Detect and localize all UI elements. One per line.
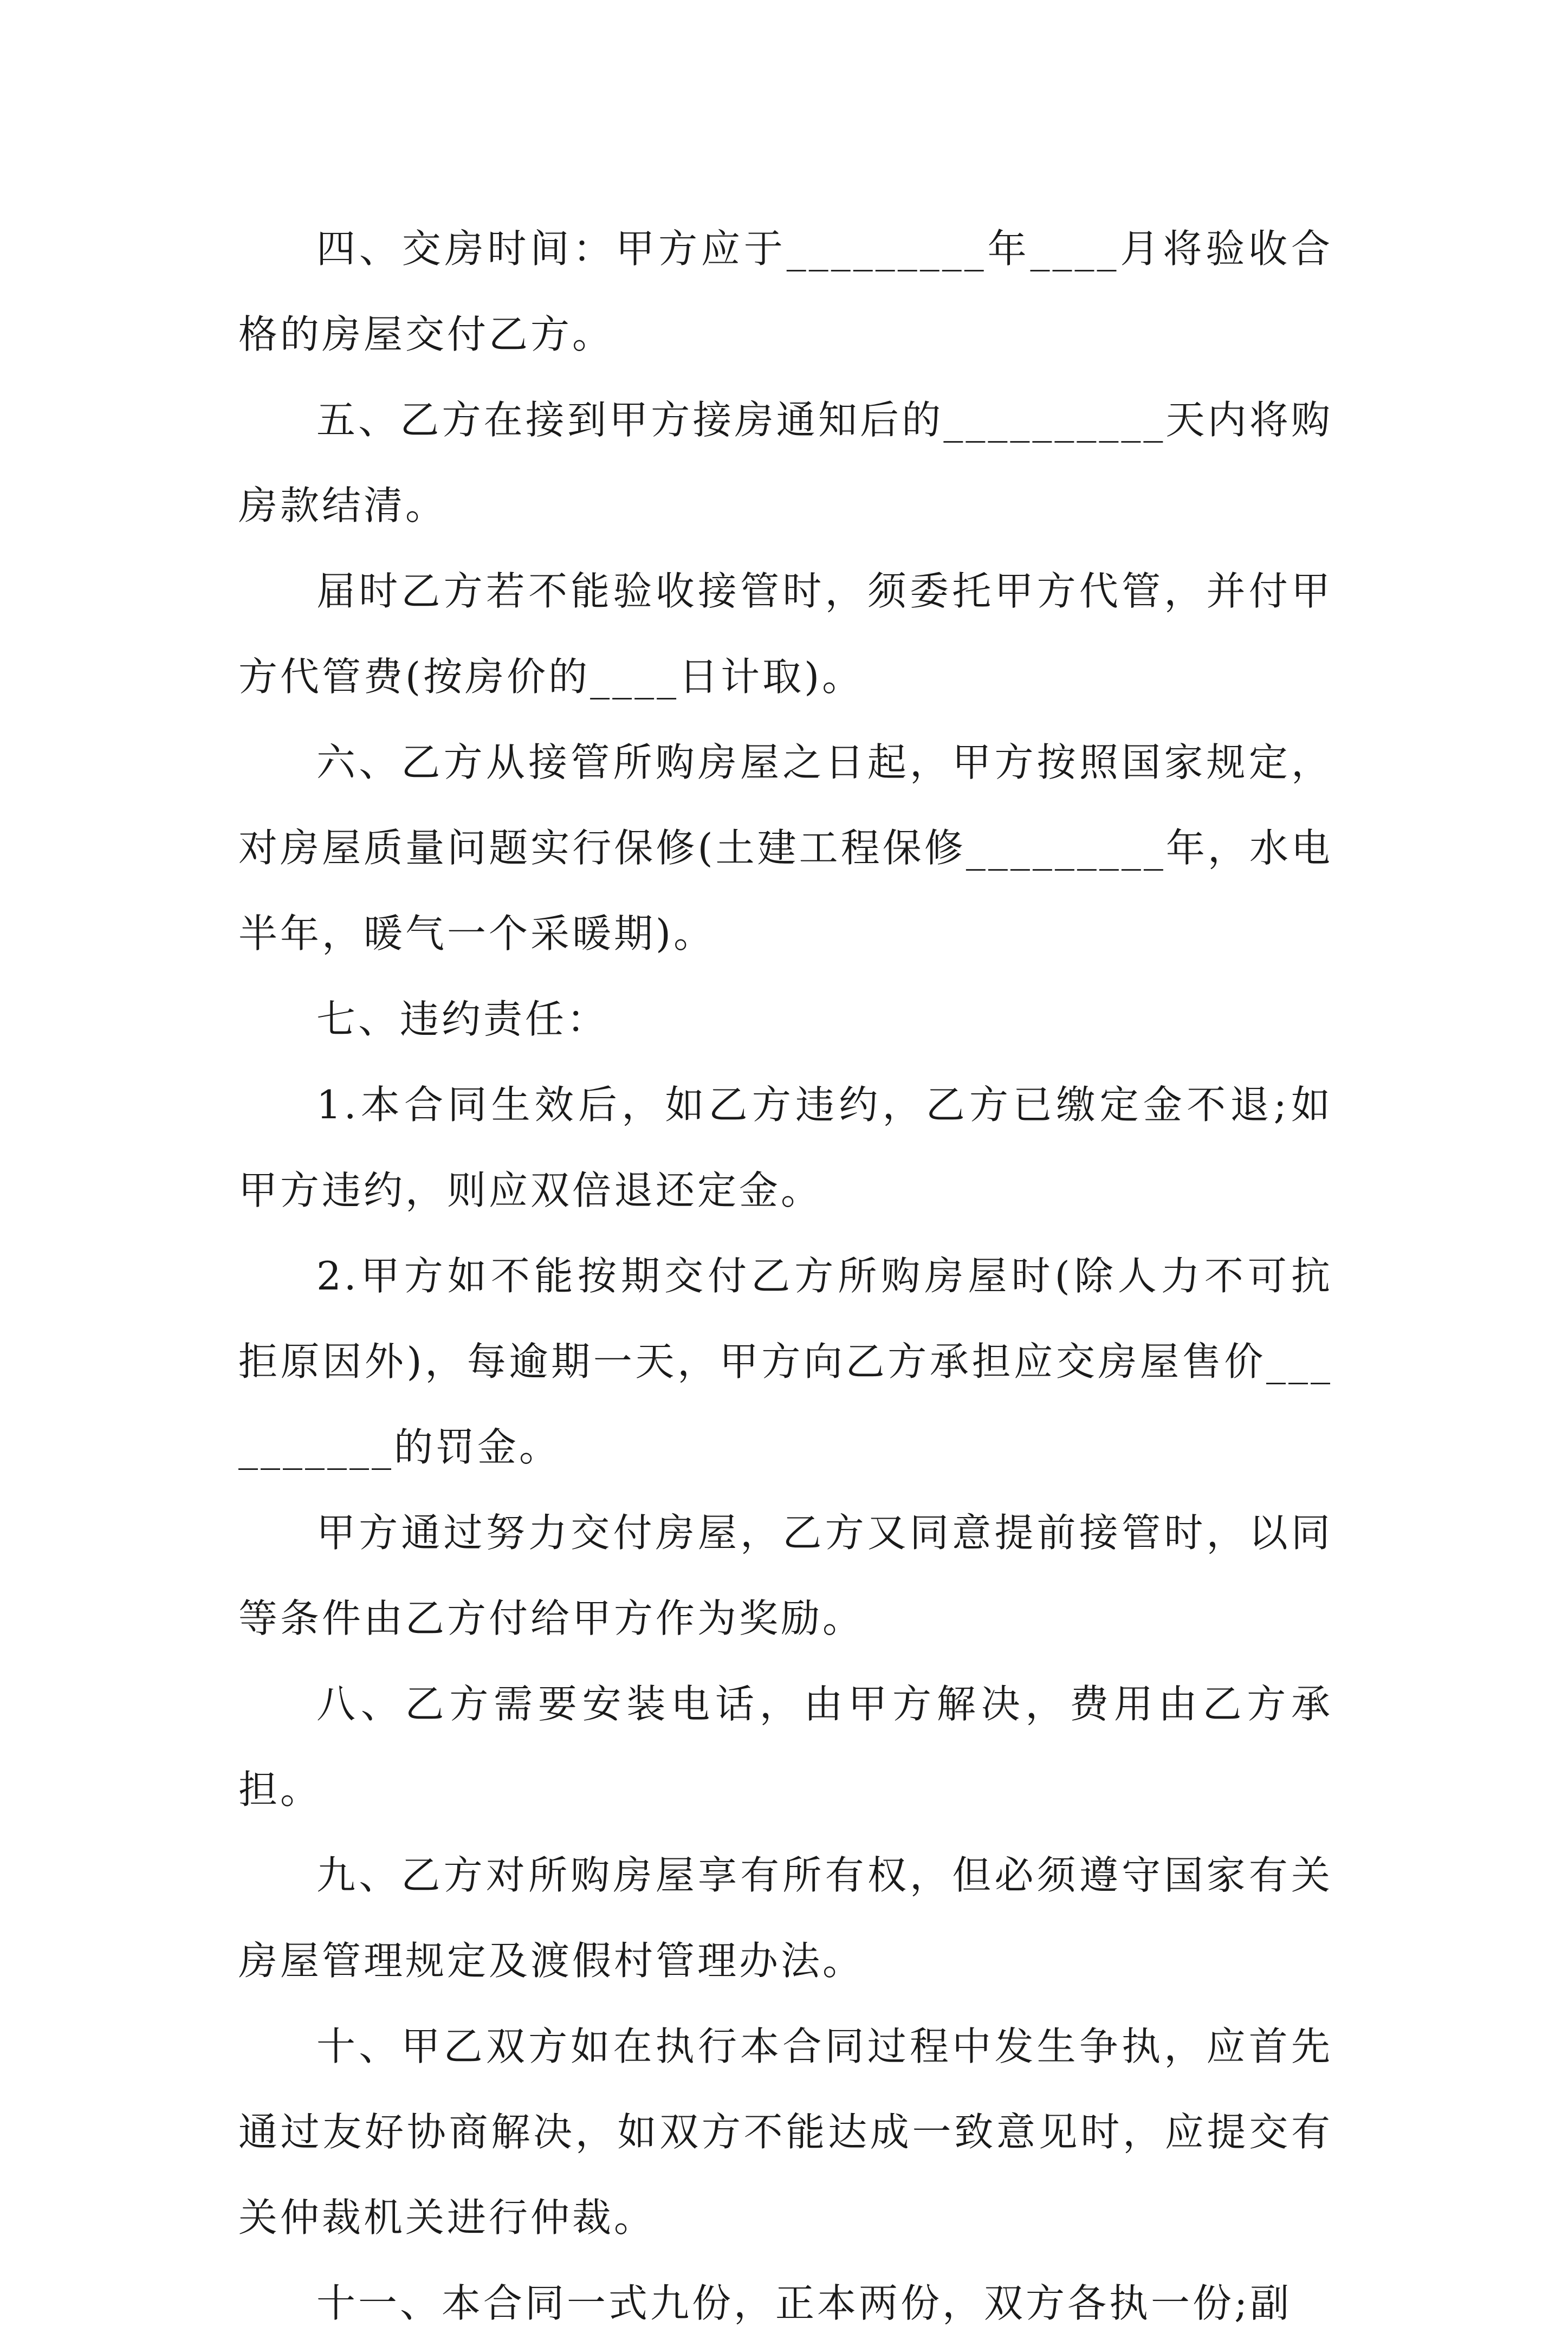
clause-payment-settlement: 五、乙方在接到甲方接房通知后的__________天内将购房款结清。 — [238, 397, 1333, 528]
clause-copies: 十一、本合同一式九份，正本两份，双方各执一份;副 — [316, 2280, 1292, 2326]
clause-warranty: 六、乙方从接管所购房屋之日起，甲方按照国家规定，对房屋质量问题实行保修(土建工程保修_________年，水电半年，暖气一个采暖期)。 — [238, 740, 1333, 956]
clause-dispute: 十、甲乙双方如在执行本合同过程中发生争执，应首先通过友好协商解决，如双方不能达成一致意见时，应提交有关仲裁机关进行仲裁。 — [238, 2024, 1333, 2240]
clause-telephone: 八、乙方需要安装电话，由甲方解决，费用由乙方承担。 — [238, 1681, 1333, 1812]
clause-ownership: 九、乙方对所购房屋享有所有权，但必须遵守国家有关房屋管理规定及渡假村管理办法。 — [238, 1852, 1333, 1984]
clause-early-delivery-reward: 甲方通过努力交付房屋，乙方又同意提前接管时，以同等条件由乙方付给甲方作为奖励。 — [238, 1510, 1333, 1641]
clause-delivery-time: 四、交房时间：甲方应于_________年____月将验收合格的房屋交付乙方。 — [238, 226, 1333, 357]
contract-body — [238, 206, 1333, 2346]
clause-custody-fee: 届时乙方若不能验收接管时，须委托甲方代管，并付甲方代管费(按房价的____日计取)。 — [238, 568, 1333, 699]
clause-liability-deposit: 1.本合同生效后，如乙方违约，乙方已缴定金不退;如甲方违约，则应双倍退还定金。 — [238, 1082, 1333, 1213]
clause-liability-heading: 七、违约责任： — [316, 996, 609, 1042]
clause-liability-late-delivery: 2.甲方如不能按期交付乙方所购房屋时(除人力不可抗拒原因外)，每逾期一天，甲方向乙方承担应交房屋售价__________的罚金。 — [238, 1253, 1333, 1470]
